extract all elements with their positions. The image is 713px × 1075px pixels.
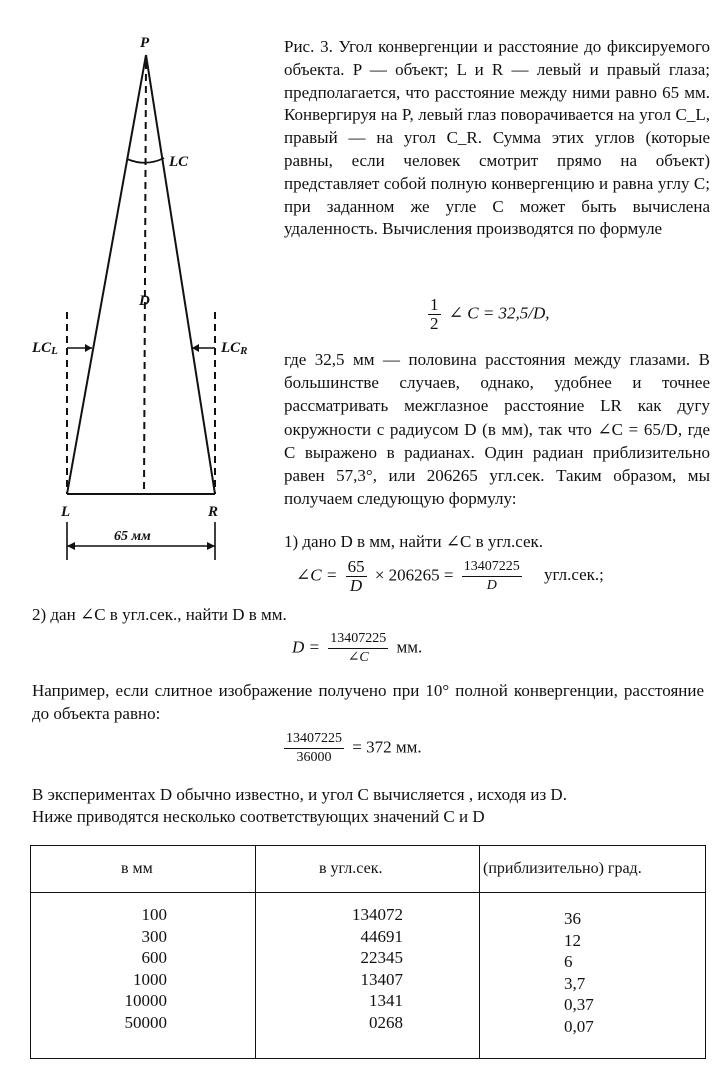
table-cell: 12 — [564, 930, 581, 950]
body-paragraph: где 32,5 мм — половина расстояния между глазами. В большинстве случаев, однако, удобнее и точнее рассматривать межглазное расстояние LR как дугу окружности с радиусом D (в мм), так что ∠C = 65/D, где C выражено в радианах. Один радиан приблизительно равен 57,3°, или 206265 угл.сек. Таким образом, мы получаем следующую формулу: — [284, 350, 710, 509]
f1-numerator: 1 — [430, 295, 439, 314]
f4-rhs: = 372 мм. — [352, 737, 422, 757]
formula-d-from-angle — [292, 630, 422, 667]
svg-text:LCL — [31, 340, 58, 357]
center-dashed-line — [144, 62, 146, 494]
table-cell: 100 — [141, 905, 167, 924]
f2-frac1-den: D — [349, 576, 363, 595]
svg-text:LCR — [220, 340, 248, 357]
f1-denominator: 2 — [430, 314, 439, 333]
table-cell: 50000 — [124, 1012, 167, 1032]
table-cell: 1000 — [133, 969, 167, 989]
table-cell: 0,07 — [564, 1016, 594, 1036]
table-cell: 1341 — [369, 991, 403, 1011]
example-paragraph: Например, если слитное изображение получено при 10° полной конвергенции, расстояние до объекта равно: — [32, 681, 704, 723]
table-cell: 10000 — [124, 991, 167, 1011]
f2-times: × 206265 = — [374, 565, 454, 585]
table-cell: 22345 — [360, 948, 403, 968]
left-sight-line — [67, 55, 146, 494]
convergence-diagram — [0, 0, 280, 580]
column-deg — [564, 908, 644, 1038]
f3-unit: мм. — [396, 637, 423, 657]
table-cell: 0,37 — [564, 995, 594, 1015]
point-l-label: L — [61, 504, 71, 520]
final-line-1: В экспериментах D обычно известно, и угол C вычисляется , исходя из D. — [32, 785, 567, 804]
table-cell: 0268 — [369, 1012, 403, 1032]
table-cell: 6 — [564, 952, 573, 972]
item-1: 1) дано D в мм, найти ∠C в угл.сек. — [284, 532, 544, 551]
point-r-label: R — [208, 504, 219, 520]
table-cell: 3,7 — [564, 973, 586, 993]
f2-lhs: ∠C = — [296, 565, 338, 585]
item-2: 2) дан ∠C в угл.сек., найти D в мм. — [32, 605, 287, 624]
lcl-label: LC — [32, 340, 52, 356]
table-cell: 600 — [141, 948, 167, 968]
lcr-subscript: R — [240, 345, 248, 357]
formula-half-angle — [424, 296, 550, 333]
f3-den: ∠C — [347, 650, 369, 665]
table-cell: 300 — [141, 926, 167, 946]
d-label: D — [139, 293, 150, 309]
figure-caption — [284, 36, 710, 241]
table-cell: 36 — [564, 909, 581, 928]
f2-frac2-num: 13407225 — [462, 558, 522, 577]
table-cell: 134072 — [352, 905, 403, 924]
column-sec — [323, 904, 403, 1034]
lcl-subscript: L — [51, 345, 58, 357]
final-line-2: Ниже приводятся несколько соответствующих значений C и D — [32, 807, 485, 826]
f2-frac2-den: D — [486, 578, 497, 593]
f3-lhs: D = — [292, 637, 320, 657]
header-deg: (приблизительно) град. — [483, 860, 642, 877]
f2-frac1-num: 65 — [347, 557, 365, 576]
f4-den: 36000 — [296, 750, 332, 765]
distance-65-label: 65 мм — [114, 529, 151, 544]
formula-angle-from-d — [296, 558, 604, 595]
table-cell: 13407 — [360, 969, 403, 989]
caption-text: Рис. 3. Угол конвергенции и расстояние до фиксируемого объекта. P — объект; L и R — левый и правый глаза; предполагается, что расстояние между ними равно 65 мм. Конвергируя на P, левый глаз поворачивается на угол C_L, правый — на угол C_R. Сумма этих углов (которые равны, если человек смотрит прямо на объект) представляет собой полную конвергенцию и равна углу C; при заданном же угле C может быть вычислена удаленность. Вычисления производятся по формуле — [284, 37, 710, 239]
lc-label: LC — [169, 154, 189, 170]
f4-num: 13407225 — [284, 730, 344, 749]
header-mm: в мм — [121, 860, 153, 877]
header-sec: в угл.сек. — [319, 860, 383, 877]
f2-unit: угл.сек.; — [544, 565, 604, 585]
column-mm — [91, 904, 167, 1034]
table-cell: 44691 — [360, 926, 403, 946]
right-sight-line — [146, 55, 215, 494]
f1-rest: ∠ C = 32,5/D, — [448, 303, 550, 323]
formula-example — [280, 730, 422, 767]
f3-num: 13407225 — [328, 630, 388, 649]
lcr-label: LC — [221, 340, 241, 356]
point-p-label: P — [140, 35, 150, 51]
values-table — [30, 845, 706, 1059]
